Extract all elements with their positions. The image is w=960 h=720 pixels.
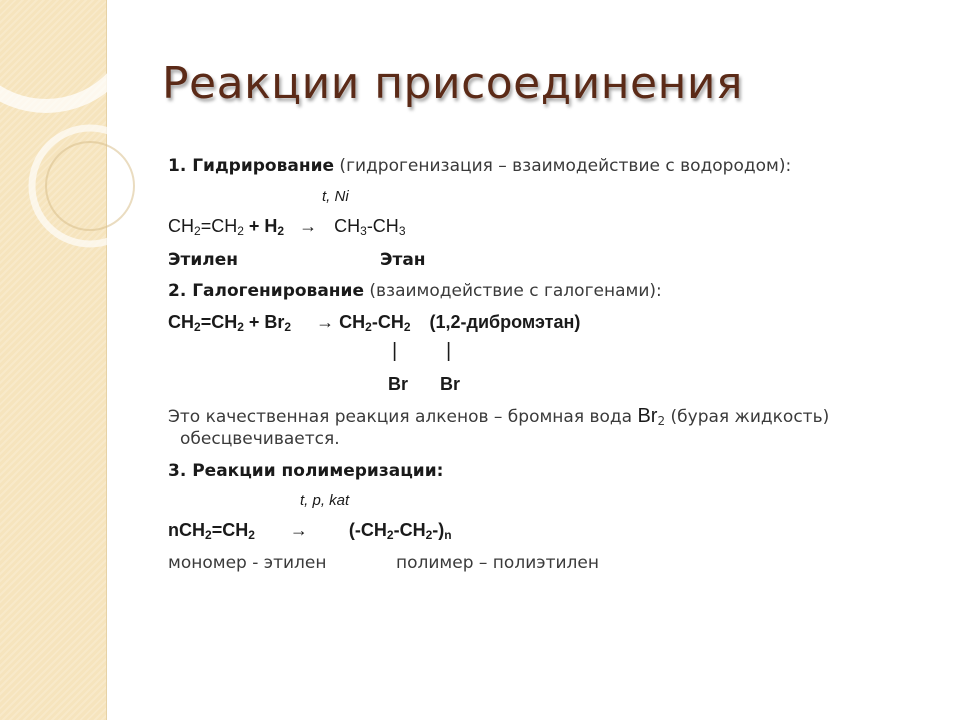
section-description: (взаимодействие с галогенами):	[363, 281, 662, 301]
bond-line: |	[446, 340, 452, 362]
halogenation-equation: $CH_2=CH_2 + Br_2 \to CH_2-CH_2$ (1,2-дибромэтан)	[168, 312, 581, 334]
section-hydrogenation-heading	[168, 156, 791, 176]
section-number-title: 2. Галогенирование	[168, 281, 364, 301]
arrow: →	[316, 312, 335, 332]
reactant-name: Этилен	[168, 250, 238, 270]
bond-line: |	[392, 340, 398, 362]
decorative-circles	[0, 0, 160, 320]
qualitative-reaction-note: Это качественная реакция алкенов – бромная вода $Br_2$ (бурая жидкость)	[168, 405, 830, 428]
section-description: (гидрогенизация – взаимодействие с водородом):	[334, 156, 792, 176]
arrow: →	[289, 520, 308, 540]
polymer-label: полимер – полиэтилен	[396, 553, 599, 573]
section-polymerization-heading: 3. Реакции полимеризации:	[168, 461, 444, 481]
reaction-conditions: t, p, kat	[300, 492, 350, 509]
section-number-title: 1. Гидрирование	[168, 156, 335, 176]
section-halogenation-heading	[168, 281, 662, 301]
polymerization-equation: $nCH_2=CH_2 \to (-CH_2-CH_2-)_n$	[168, 520, 452, 542]
product-name: Этан	[380, 250, 426, 270]
bromine-atom: Br	[440, 374, 461, 394]
slide-title: Реакции присоединения	[162, 58, 743, 109]
reaction-conditions: t, Ni	[322, 188, 349, 205]
bromine-atom: Br	[388, 374, 409, 394]
monomer-label: мономер - этилен	[168, 553, 327, 573]
qualitative-reaction-note-continued: обесцвечивается.	[180, 429, 340, 449]
product-label: (1,2-дибромэтан)	[429, 312, 581, 332]
arrow: →	[299, 216, 318, 236]
hydrogenation-equation: $CH_2=CH_2 + H_2 \to CH_3-CH_3$	[168, 216, 406, 238]
